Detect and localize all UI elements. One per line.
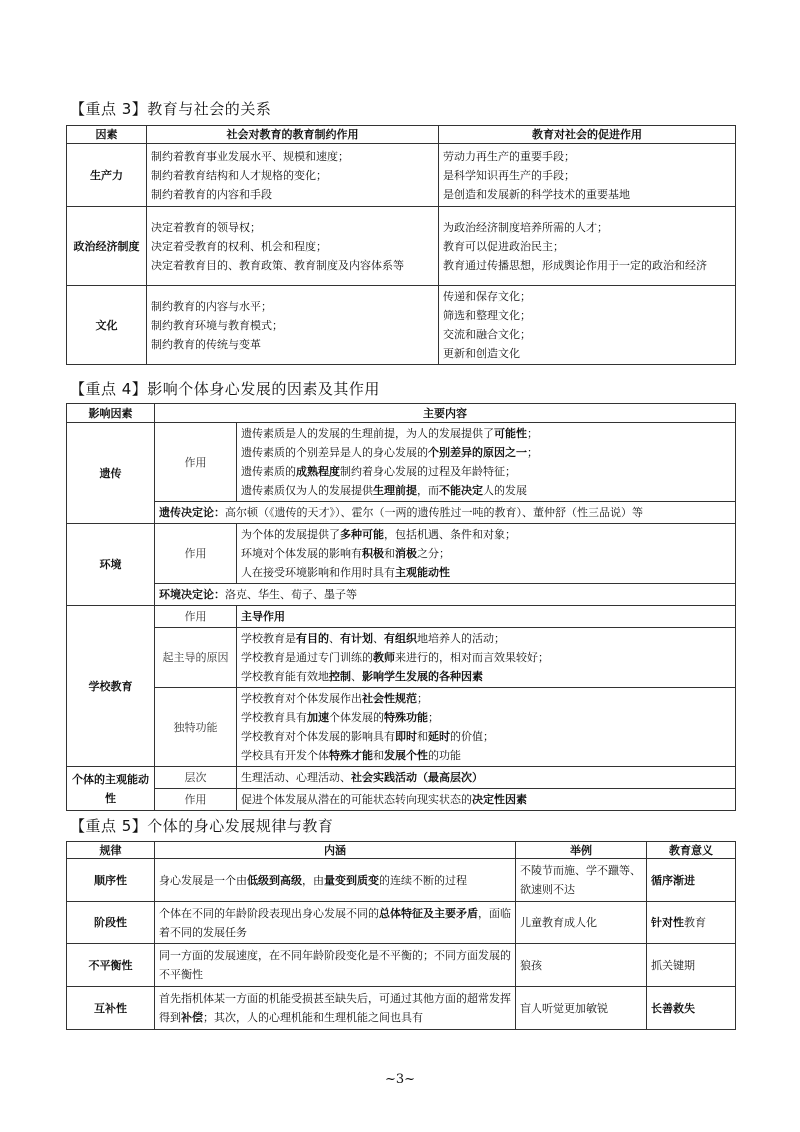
factor-cell: 政治经济制度 xyxy=(67,207,147,286)
column-header: 举例 xyxy=(516,842,647,859)
constraint-cell: 决定着教育的领导权； 决定着受教育的权利、机会和程度； 决定着教育目的、教育政策、教育制度及内容体系等 xyxy=(147,207,439,286)
factor-cell: 文化 xyxy=(67,286,147,365)
law-cell: 阶段性 xyxy=(67,902,155,944)
meaning-cell: 个体在不同的年龄阶段表现出身心发展不同的总体特征及主要矛盾，面临着不同的发展任务 xyxy=(155,902,516,944)
law-cell: 顺序性 xyxy=(67,859,155,902)
table-header-row xyxy=(67,842,736,859)
content-cell: 学校教育是有目的、有计划、有组织地培养人的活动； 学校教育是通过专门训练的教师来进行的，相对而言效果较好； 学校教育能有效地控制、影响学生发展的各种因素 xyxy=(237,628,736,688)
table-row xyxy=(67,767,736,789)
table-row xyxy=(67,944,736,987)
table-row xyxy=(67,902,736,944)
example-cell: 不陵节而施、学不躐等、欲速则不达 xyxy=(516,859,647,902)
table-row xyxy=(67,207,736,286)
table-row xyxy=(67,286,736,365)
table-row xyxy=(67,628,736,688)
significance-cell: 针对性教育 xyxy=(647,902,736,944)
meaning-cell: 身心发展是一个由低级到高级，由量变到质变的连续不断的过程 xyxy=(155,859,516,902)
column-header: 规律 xyxy=(67,842,155,859)
content-cell: 生理活动、心理活动、社会实践活动（最高层次） xyxy=(237,767,736,789)
example-cell: 狼孩 xyxy=(516,944,647,987)
content-cell: 遗传素质是人的发展的生理前提，为人的发展提供了可能性； 遗传素质的个别差异是人的身心发展的个别差异的原因之一； 遗传素质的成熟程度制约着身心发展的过程及年龄特征； 遗传素质仅为人的发展提供生理前提，而不能决定人的发展 xyxy=(237,423,736,502)
section-3-heading: 【重点 3】教育与社会的关系 xyxy=(70,100,272,118)
page-number: ~3~ xyxy=(384,1072,416,1087)
table-header-row xyxy=(67,126,736,144)
reason-cell: 起主导的原因 xyxy=(155,628,237,688)
meaning-cell: 同一方面的发展速度，在不同年龄阶段变化是不平衡的；不同方面发展的不平衡性 xyxy=(155,944,516,987)
content-cell: 学校教育对个体发展作出社会性规范； 学校教育具有加速个体发展的特殊功能； 学校教育对个体发展的影响具有即时和延时的价值； 学校具有开发个体特殊才能和发展个性的功能 xyxy=(237,688,736,767)
meaning-cell: 首先指机体某一方面的机能受损甚至缺失后，可通过其他方面的超常发挥得到补偿；其次，人的心理机能和生理机能之间也具有 xyxy=(155,987,516,1030)
content-cell: 促进个体发展从潜在的可能状态转向现实状态的决定性因素 xyxy=(237,789,736,811)
factor-cell: 生产力 xyxy=(67,144,147,207)
society-education-table xyxy=(66,125,736,365)
table-header-row xyxy=(67,404,736,423)
table-row xyxy=(67,524,736,584)
example-cell: 盲人听觉更加敏锐 xyxy=(516,987,647,1030)
table-row xyxy=(67,606,736,628)
role-cell: 作用 xyxy=(155,789,237,811)
section-5-heading: 【重点 5】个体的身心发展规律与教育 xyxy=(70,817,334,835)
table-row xyxy=(67,584,736,606)
column-header: 因素 xyxy=(67,126,147,144)
theory-cell: 遗传决定论：高尔顿（《遗传的天才》）、霍尔（一两的遗传胜过一吨的教育）、董仲舒（性三品说）等 xyxy=(155,502,736,524)
table-row xyxy=(67,688,736,767)
development-factors-table xyxy=(66,403,736,811)
role-cell: 作用 xyxy=(155,606,237,628)
column-header: 内涵 xyxy=(155,842,516,859)
factor-cell: 环境 xyxy=(67,524,155,606)
significance-cell: 循序渐进 xyxy=(647,859,736,902)
role-cell: 作用 xyxy=(155,524,237,584)
law-cell: 不平衡性 xyxy=(67,944,155,987)
table-row xyxy=(67,859,736,902)
column-header: 社会对教育的教育制约作用 xyxy=(147,126,439,144)
factor-cell: 学校教育 xyxy=(67,606,155,767)
constraint-cell: 制约教育的内容与水平； 制约教育环境与教育模式； 制约教育的传统与变革 xyxy=(147,286,439,365)
column-header: 主要内容 xyxy=(155,404,736,423)
column-header: 教育意义 xyxy=(647,842,736,859)
table-row xyxy=(67,144,736,207)
level-cell: 层次 xyxy=(155,767,237,789)
constraint-cell: 制约着教育事业发展水平、规模和速度； 制约着教育结构和人才规格的变化； 制约着教育的内容和手段 xyxy=(147,144,439,207)
promotion-cell: 为政治经济制度培养所需的人才； 教育可以促进政治民主； 教育通过传播思想，形成舆论作用于一定的政治和经济 xyxy=(439,207,736,286)
table-row xyxy=(67,789,736,811)
promotion-cell: 传递和保存文化； 筛选和整理文化； 交流和融合文化； 更新和创造文化 xyxy=(439,286,736,365)
table-row xyxy=(67,423,736,502)
section-4-heading: 【重点 4】影响个体身心发展的因素及其作用 xyxy=(70,380,380,398)
special-function-cell: 独特功能 xyxy=(155,688,237,767)
law-cell: 互补性 xyxy=(67,987,155,1030)
table-row xyxy=(67,502,736,524)
significance-cell: 长善救失 xyxy=(647,987,736,1030)
theory-cell: 环境决定论：洛克、华生、荀子、墨子等 xyxy=(155,584,736,606)
factor-cell: 遗传 xyxy=(67,423,155,524)
column-header: 教育对社会的促进作用 xyxy=(439,126,736,144)
table-row xyxy=(67,987,736,1030)
factor-cell: 个体的主观能动性 xyxy=(67,767,155,811)
promotion-cell: 劳动力再生产的重要手段； 是科学知识再生产的手段； 是创造和发展新的科学技术的重要基地 xyxy=(439,144,736,207)
significance-cell: 抓关键期 xyxy=(647,944,736,987)
example-cell: 儿童教育成人化 xyxy=(516,902,647,944)
content-cell: 主导作用 xyxy=(237,606,736,628)
column-header: 影响因素 xyxy=(67,404,155,423)
development-laws-table xyxy=(66,841,736,1030)
role-cell: 作用 xyxy=(155,423,237,502)
content-cell: 为个体的发展提供了多种可能，包括机遇、条件和对象； 环境对个体发展的影响有积极和消极之分； 人在接受环境影响和作用时具有主观能动性 xyxy=(237,524,736,584)
